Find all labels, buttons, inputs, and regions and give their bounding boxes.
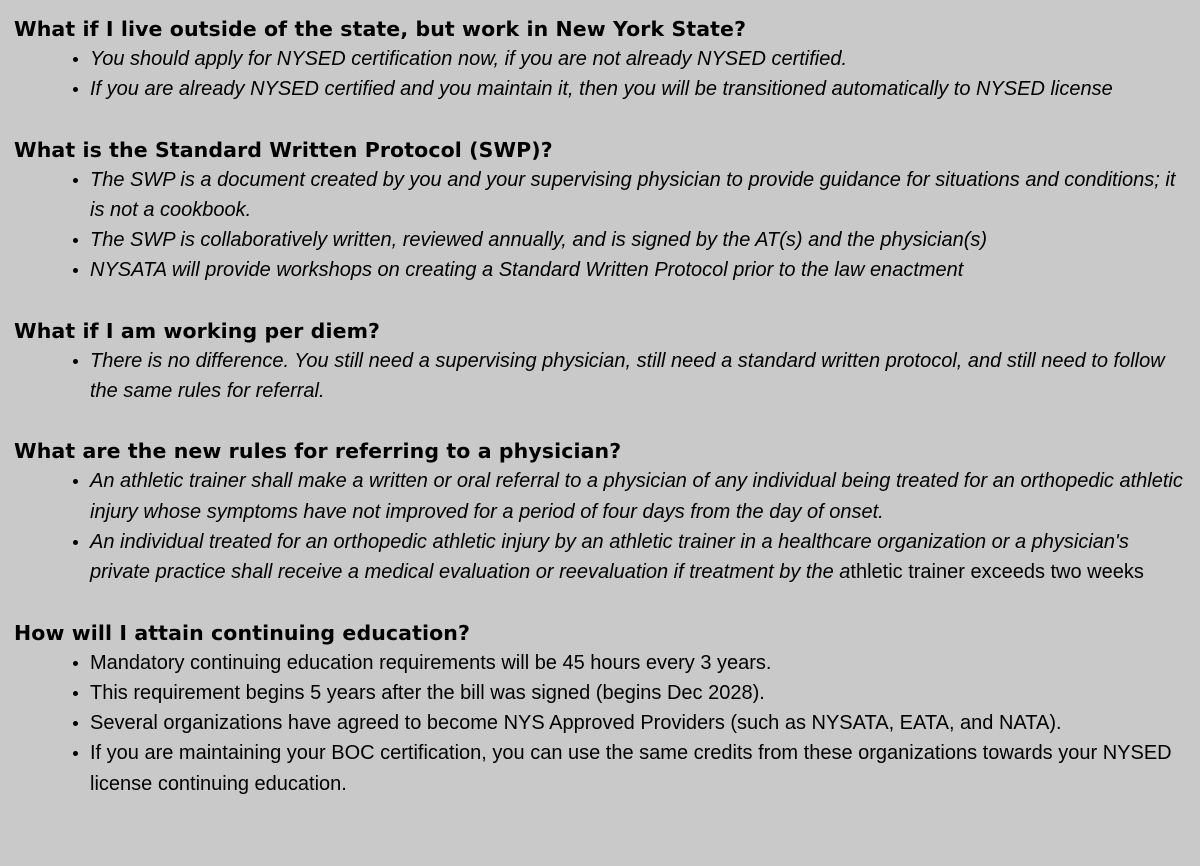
- faq-section-per-diem: [14, 316, 1190, 407]
- faq-question: What is the Standard Written Protocol (SWP)?: [14, 137, 553, 162]
- faq-answer-list: [14, 466, 1190, 587]
- faq-question: What are the new rules for referring to a physician?: [14, 439, 622, 464]
- faq-section-out-of-state: [14, 14, 1190, 105]
- faq-answer-item: • If you are maintaining your BOC certification, you can use the same credits from these organizations towards your NYSED license continuing education.: [90, 738, 1190, 799]
- faq-answer-item: • Mandatory continuing education requirements will be 45 hours every 3 years.: [90, 648, 1190, 678]
- faq-section-swp: [14, 135, 1190, 286]
- faq-answer-item: [90, 527, 1190, 588]
- faq-answer-list: [14, 44, 1190, 105]
- faq-answer-list: [14, 165, 1190, 286]
- faq-answer-item: • NYSATA will provide workshops on creating a Standard Written Protocol prior to the law enactment: [90, 255, 1190, 285]
- faq-answer-item: • There is no difference. You still need a supervising physician, still need a standard written protocol, and still need to follow the same rules for referral.: [90, 346, 1190, 407]
- faq-answer-item: • You should apply for NYSED certification now, if you are not already NYSED certified.: [90, 44, 1190, 74]
- faq-section-referral: [14, 436, 1190, 587]
- faq-answer-item: • An athletic trainer shall make a written or oral referral to a physician of any individual being treated for an orthopedic athletic injury whose symptoms have not improved for a period of four days from the day of onset.: [90, 466, 1190, 527]
- faq-section-continuing-education: [14, 618, 1190, 799]
- faq-answer-text-italic: An individual treated for an orthopedic athletic injury by an athletic trainer in a healthcare organization or a physician's private practice shall receive a medical evaluation or reevaluation if treatment by the a: [90, 530, 1129, 584]
- faq-answer-item: • The SWP is collaboratively written, reviewed annually, and is signed by the AT(s) and the physician(s): [90, 225, 1190, 255]
- faq-answer-item: • The SWP is a document created by you and your supervising physician to provide guidance for situations and conditions; it is not a cookbook.: [90, 165, 1190, 226]
- faq-question: How will I attain continuing education?: [14, 620, 470, 645]
- faq-answer-item: • This requirement begins 5 years after the bill was signed (begins Dec 2028).: [90, 678, 1190, 708]
- faq-question: What if I am working per diem?: [14, 318, 381, 343]
- faq-answer-item: • Several organizations have agreed to become NYS Approved Providers (such as NYSATA, EATA, and NATA).: [90, 708, 1190, 738]
- faq-answer-item: • If you are already NYSED certified and you maintain it, then you will be transitioned automatically to NYSED license: [90, 74, 1190, 104]
- faq-answer-text-upright: thletic trainer exceeds two weeks: [850, 561, 1144, 584]
- faq-question: What if I live outside of the state, but work in New York State?: [14, 17, 747, 41]
- faq-answer-list: [14, 346, 1190, 407]
- faq-answer-list: [14, 648, 1190, 799]
